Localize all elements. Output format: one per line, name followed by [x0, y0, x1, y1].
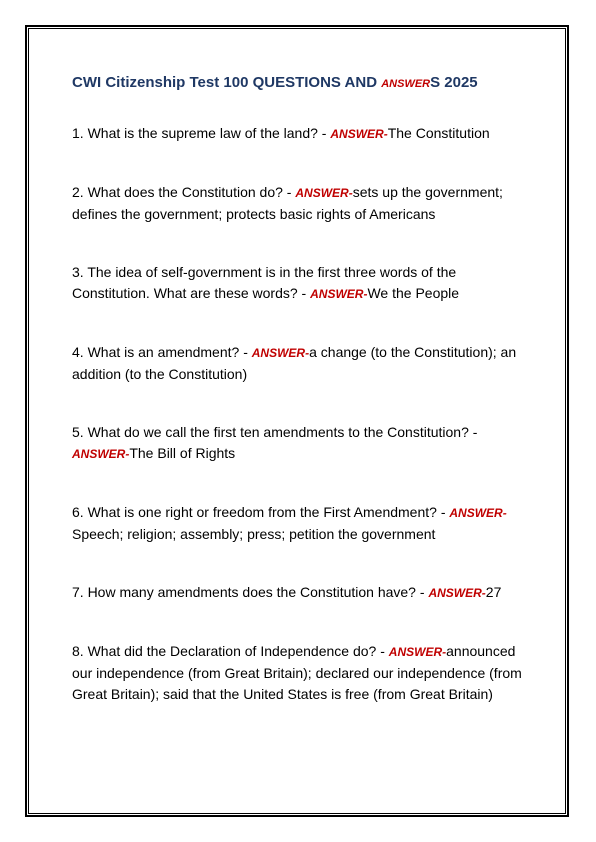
answer-label: ANSWER [251, 346, 306, 360]
title-prefix: CWI Citizenship Test 100 QUESTIONS AND [72, 74, 382, 91]
answer-dash: - [481, 586, 486, 600]
qa-item-2 [72, 182, 532, 225]
answer-dash: - [305, 346, 310, 360]
separator: - [239, 344, 252, 360]
answer-text: The Constitution [387, 125, 490, 141]
qa-item-7 [72, 582, 532, 604]
qa-list [72, 123, 532, 705]
separator: - [415, 584, 429, 600]
answer-text: announced our independence (from Great Britain); declared our independence (from Great Britain); said that the United States is free (from Great Britain) [72, 643, 522, 702]
answer-text: a change (to the Constitution); an addition (to the Constitution) [72, 344, 517, 382]
answer-dash: - [348, 186, 353, 200]
question-text: 5. What do we call the first ten amendments to the Constitution? [72, 424, 469, 440]
answer-text: sets up the government; defines the government; protects basic rights of Americans [72, 184, 503, 222]
answer-dash: - [125, 447, 130, 461]
qa-item-3 [72, 262, 532, 305]
question-text: 2. What does the Constitution do? [72, 184, 283, 200]
answer-label: ANSWER [310, 287, 364, 301]
qa-item-4 [72, 342, 532, 385]
question-text: 1. What is the supreme law of the land? [72, 125, 318, 141]
answer-label: ANSWER [428, 586, 482, 600]
question-text: 4. What is an amendment? [72, 344, 240, 360]
separator: - [297, 285, 311, 301]
question-text: 7. How many amendments does the Constitution have? [72, 584, 416, 600]
question-text: 6. What is one right or freedom from the First Amendment? [72, 504, 437, 520]
answer-text: Speech; religion; assembly; press; petition the government [72, 526, 436, 542]
title-answer-word: ANSWER [381, 78, 431, 90]
answer-dash: - [363, 287, 368, 301]
qa-item-6 [72, 502, 532, 545]
answer-label: ANSWER [295, 186, 349, 200]
answer-dash: - [502, 506, 507, 520]
separator: - [436, 504, 450, 520]
separator: - [317, 125, 331, 141]
answer-label: ANSWER [388, 645, 443, 659]
separator: - [282, 184, 296, 200]
answer-label: ANSWER [449, 506, 503, 520]
question-text: 8. What did the Declaration of Independence do? [72, 643, 377, 659]
answer-dash: - [383, 127, 388, 141]
answer-label: ANSWER [330, 127, 384, 141]
question-text: 3. The idea of self-government is in the first three words of the Constitution. What are these words? [72, 264, 457, 301]
qa-item-8 [72, 641, 532, 705]
qa-item-5 [72, 422, 532, 465]
document-body [72, 72, 532, 742]
answer-text: We the People [367, 285, 460, 301]
separator: - [376, 643, 389, 659]
answer-text: The Bill of Rights [129, 445, 236, 461]
answer-label: ANSWER [72, 447, 126, 461]
separator: - [468, 424, 478, 440]
title-suffix: S 2025 [430, 74, 478, 91]
answer-text: 27 [485, 584, 502, 600]
answer-dash: - [442, 645, 447, 659]
document-title [72, 72, 532, 95]
qa-item-1 [72, 123, 532, 145]
